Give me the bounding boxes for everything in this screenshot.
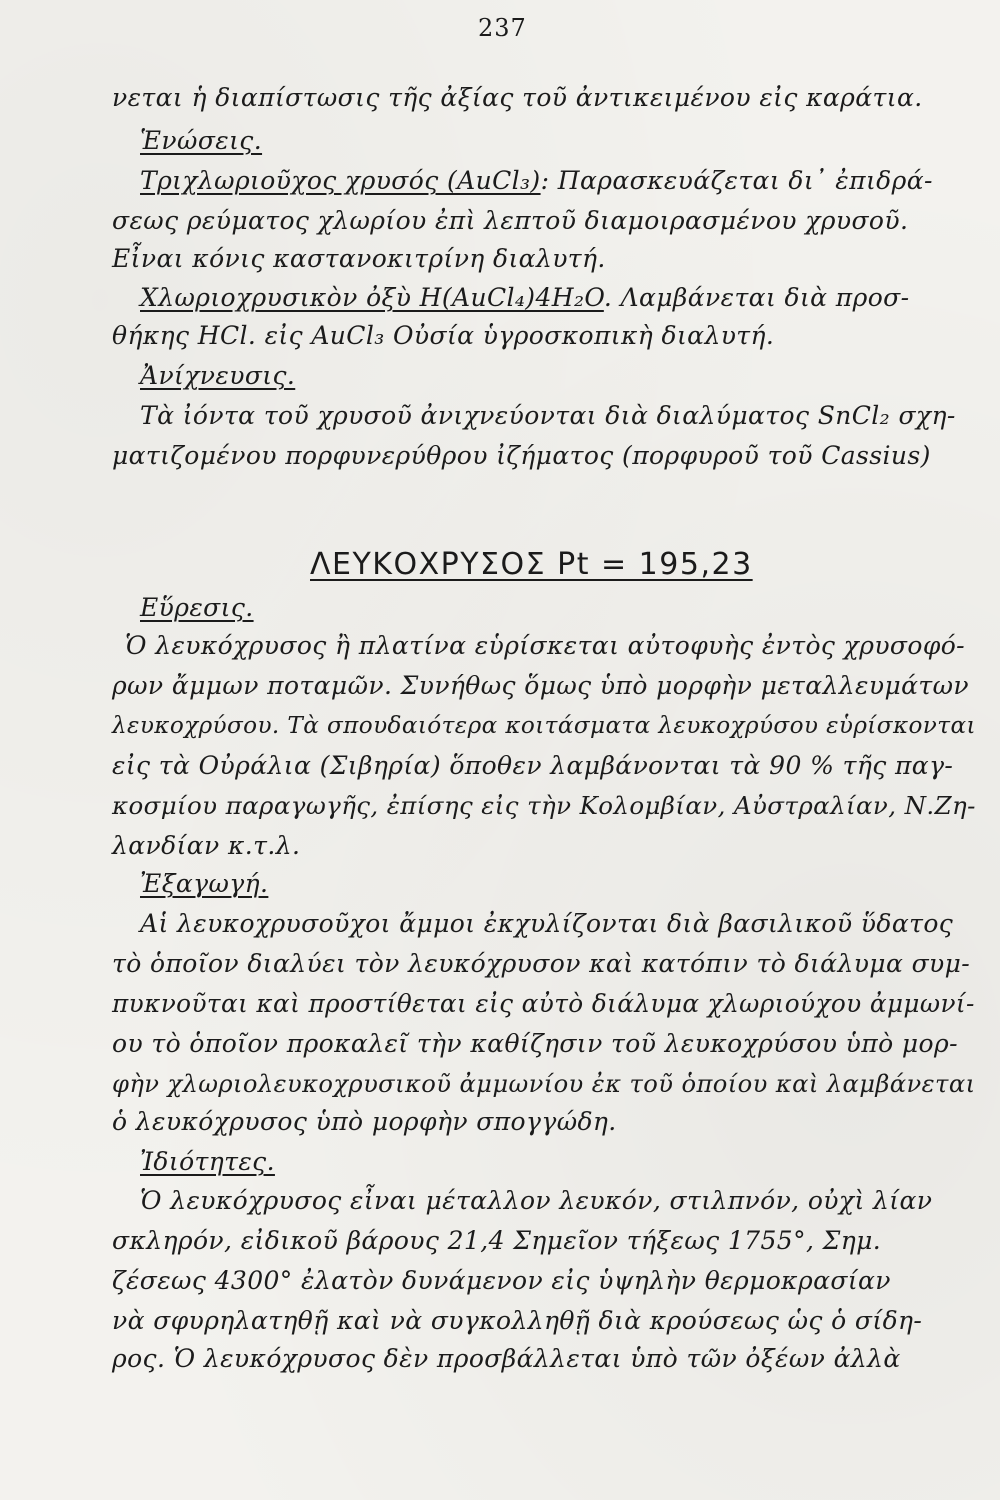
section-heading-euresis: Εὕρεσις. [140, 593, 254, 622]
text-line-9: Τὰ ἰόντα τοῦ χρυσοῦ ἀνιχνεύονται διὰ διαλύματος SnCl₂ σχη- [140, 401, 956, 430]
section-heading-idiotites: Ἰδιότητες. [140, 1147, 275, 1176]
section-heading-exagogi: Ἐξαγωγή. [140, 869, 269, 898]
text-line-20: τὸ ὁποῖον διαλύει τὸν λευκόχρυσον καὶ κατόπιν τὸ διάλυμα συμ- [112, 949, 971, 978]
text-line-3-rest: : Παρασκευάζεται δι᾽ ἐπιδρά- [540, 166, 933, 195]
text-line-30: ρος. Ὁ λευκόχρυσος δὲν προσβάλλεται ὑπὸ τῶν ὀξέων ἀλλὰ [112, 1344, 901, 1373]
text-line-7: θήκης HCl. εἰς AuCl₃ Οὐσία ὑγροσκοπικὴ διαλυτή. [112, 321, 775, 350]
text-line-14: λευκοχρύσου. Τὰ σπουδαιότερα κοιτάσματα λευκοχρύσου εὑρίσκονται [112, 713, 976, 739]
section-heading-anichneusis: Ἀνίχνευσις. [140, 361, 296, 390]
section-heading-enoseis: Ἑνώσεις. [140, 126, 263, 155]
text-line-21: πυκνοῦται καὶ προστίθεται εἰς αὐτὸ διάλυμα χλωριούχου ἀμμωνί- [112, 989, 975, 1018]
text-line-16: κοσμίου παραγωγῆς, ἐπίσης εἰς τὴν Κολομβίαν, Αὐστραλίαν, Ν.Ζη- [112, 791, 976, 820]
compound-heading-chloroauric-acid: Χλωριοχρυσικὸν ὀξὺ H(AuCl₄)4H₂O [140, 283, 604, 312]
text-line-28: ζέσεως 4300° ἐλατὸν δυνάμενον εἰς ὑψηλὴν θερμοκρασίαν [112, 1266, 891, 1295]
text-line-26: Ὁ λευκόχρυσος εἶναι μέταλλον λευκόν, στιλπνόν, οὐχὶ λίαν [140, 1186, 933, 1215]
text-line-24: ὁ λευκόχρυσος ὑπὸ μορφὴν σπογγώδη. [112, 1107, 617, 1136]
text-line-19: Αἱ λευκοχρυσοῦχοι ἄμμοι ἐκχυλίζονται διὰ βασιλικοῦ ὕδατος [140, 909, 954, 938]
text-line-10: ματιζομένου πορφυνερύθρου ἰζήματος (πορφυροῦ τοῦ Cassius) [112, 441, 931, 470]
text-line-6 [140, 282, 910, 314]
text-line-3 [140, 165, 933, 197]
page-number: 237 [478, 14, 527, 42]
text-line-5: Εἶναι κόνις καστανοκιτρίνη διαλυτή. [112, 244, 606, 273]
text-line-12: Ὁ λευκόχρυσος ἢ πλατίνα εὑρίσκεται αὐτοφυὴς ἐντὸς χρυσοφό- [125, 631, 966, 660]
text-line-4: σεως ρεύματος χλωρίου ἐπὶ λεπτοῦ διαμοιρασμένου χρυσοῦ. [112, 206, 909, 235]
text-line-6-rest: . Λαμβάνεται διὰ προσ- [603, 283, 910, 312]
text-line-22: ου τὸ ὁποῖον προκαλεῖ τὴν καθίζησιν τοῦ λευκοχρύσου ὑπὸ μορ- [112, 1029, 958, 1058]
section-title-platinum: ΛΕΥΚΟΧΡΥΣΟΣ Pt = 195,23 [310, 547, 753, 582]
text-line-17: λανδίαν κ.τ.λ. [112, 831, 301, 860]
text-line-13: ρων ἄμμων ποταμῶν. Συνήθως ὅμως ὑπὸ μορφὴν μεταλλευμάτων [112, 671, 969, 700]
text-line-23: φὴν χλωριολευκοχρυσικοῦ ἀμμωνίου ἐκ τοῦ ὁποίου καὶ λαμβάνεται [112, 1070, 976, 1098]
text-line-1: νεται ἡ διαπίστωσις τῆς ἀξίας τοῦ ἀντικειμένου εἰς καράτια. [112, 83, 923, 112]
text-line-29: νὰ σφυρηλατηθῇ καὶ νὰ συγκολληθῇ διὰ κρούσεως ὡς ὁ σίδη- [112, 1306, 923, 1335]
text-line-15: εἰς τὰ Οὐράλια (Σιβηρία) ὅποθεν λαμβάνονται τὰ 90 % τῆς παγ- [112, 751, 954, 780]
compound-heading-gold-trichloride: Τριχλωριοῦχος χρυσός (AuCl₃) [140, 166, 541, 195]
text-line-27: σκληρόν, εἰδικοῦ βάρους 21,4 Σημεῖον τήξεως 1755°, Σημ. [112, 1226, 882, 1255]
